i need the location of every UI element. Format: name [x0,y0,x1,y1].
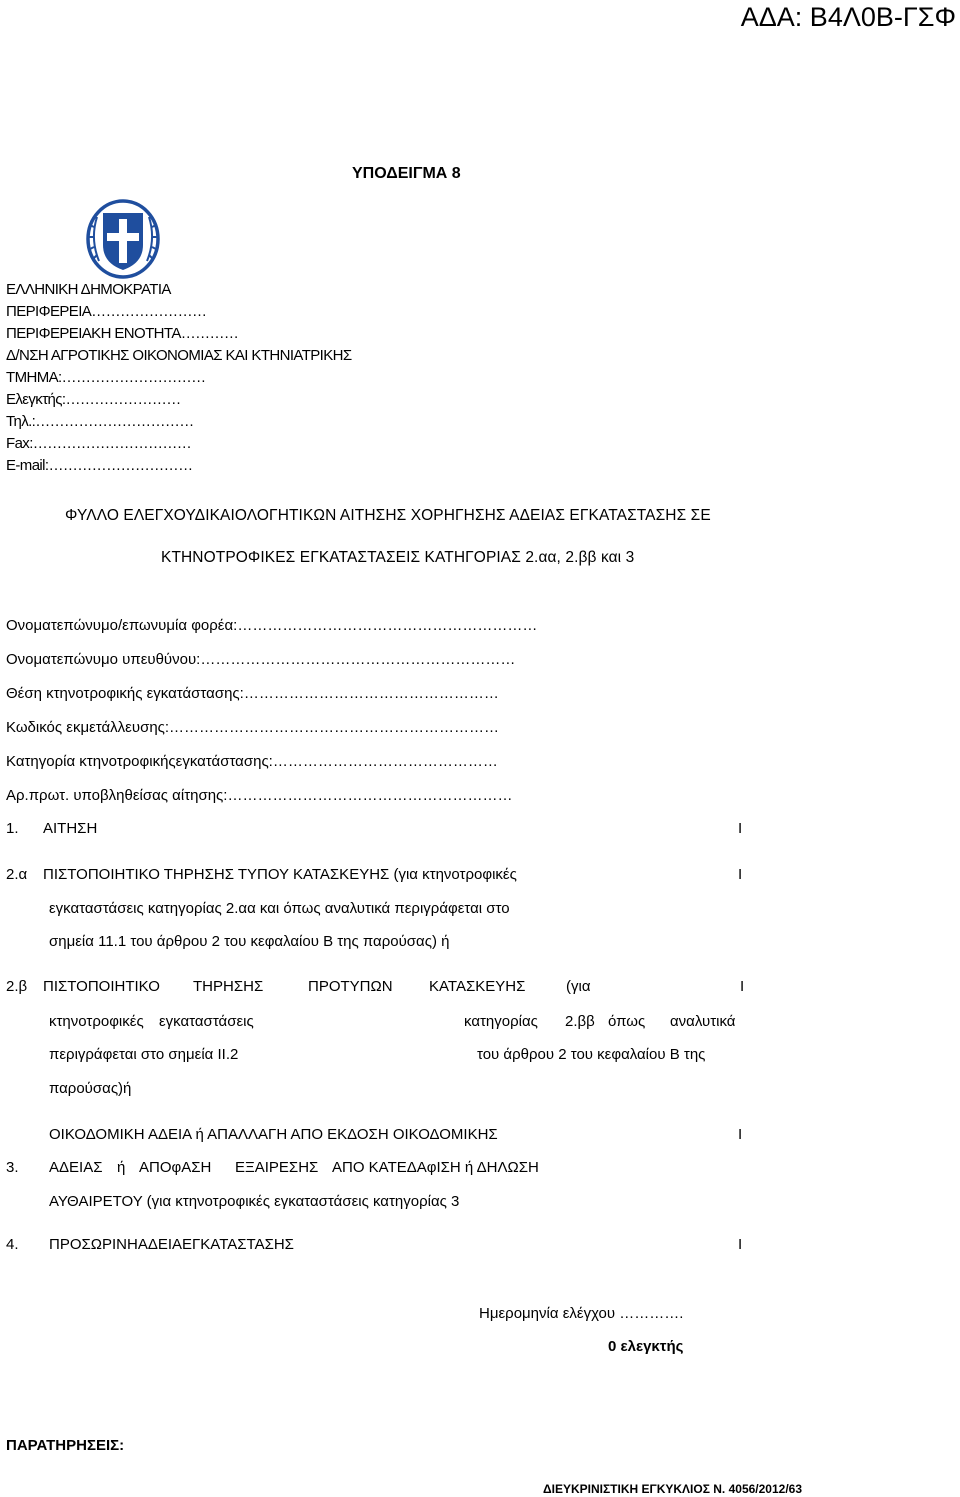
item-1-text: ΑΙΤΗΣΗ [43,820,98,837]
field-application-protocol: Αρ.πρωτ. υποβληθείσας αίτησης:………………………………………………… [6,787,513,804]
item-2b-number: 2.β [6,978,28,995]
item-1-mark: Ι [738,820,743,837]
item-3-line-2: ΑΥΘΑΙΡΕΤΟΥ (για κτηνοτροφικές εγκαταστάσεις κατηγορίας 3 [49,1193,460,1210]
item-2a-line-1: ΠΙΣΤΟΠΟΙΗΤΙΚΟ ΤΗΡΗΣΗΣ ΤΥΠΟΥ ΚΑΤΑΣΚΕΥΗΣ (για κτηνοτροφικές [43,866,517,883]
item-3-number: 3. [6,1159,19,1176]
item-2a-mark: Ι [738,866,743,883]
item-2a-line-2: εγκαταστάσεις κατηγορίας 2.αα και όπως αναλυτικά περιγράφεται στο [49,900,510,917]
item-3-word: ΑΠΟ ΚΑΤΕΔΑφΙΣΗ ή ΔΗΛΩΣΗ [332,1159,539,1176]
notes-label: ΠΑΡΑΤΗΡΗΣΕΙΣ: [6,1437,125,1454]
field-operator-name: Ονοματεπώνυμο/επωνυμία φορέα:…………………………………………………… [6,617,538,634]
item-2b-line-3-left: περιγράφεται στο σημεία ΙΙ.2 [49,1046,239,1063]
item-2b-word: ΠΙΣΤΟΠΟΙΗΤΙΚΟ [43,978,160,995]
inspector-label: 0 ελεγκτής [608,1338,684,1355]
header-line-directorate: Δ/ΝΣΗ ΑΓΡΟΤΙΚΗΣ ΟΙΚΟΝΟΜΙΑΣ ΚΑΙ ΚΤΗΝΙΑΤΡΙΚΗΣ [6,347,352,364]
item-2b-word: (για [566,978,591,995]
ada-code: ΑΔΑ: Β4Λ0Β-ΓΣΦ [740,2,956,32]
header-line-republic: ΕΛΛΗΝΙΚΗ ΔΗΜΟΚΡΑΤΙΑ [6,281,171,298]
item-4-number: 4. [6,1236,19,1253]
item-3-word: ΑΔΕΙΑΣ [49,1159,103,1176]
header-line-inspector: Ελεγκτής:…………………… [6,391,181,408]
item-3-word: ή [117,1159,126,1176]
item-2b-line-4: παρούσας)ή [49,1080,132,1097]
item-2a-line-3: σημεία 11.1 του άρθρου 2 του κεφαλαίου Β της παρούσας) ή [49,933,450,950]
header-line-phone: Τηλ.:…………………………… [6,413,194,430]
item-2b-word: ΤΗΡΗΣΗΣ [193,978,264,995]
item-2b-word: ΠΡΟΤΥΠΩΝ [308,978,393,995]
item-2b-word: όπως [608,1013,646,1030]
header-line-email: E-mail:………………………… [6,457,193,474]
item-2b-mark: Ι [740,978,745,995]
item-2b-word: ΚΑΤΑΣΚΕΥΗΣ [429,978,526,995]
item-2b-word: κτηνοτροφικές [49,1013,144,1030]
inspection-date: Ημερομηνία ελέγχου …………. [479,1305,684,1322]
item-building-permit-mark: Ι [738,1126,743,1143]
footer-circular: ΔΙΕΥΚΡΙΝΙΣΤΙΚΗ ΕΓΚΥΚΛΙΟΣ Ν. 4056/2012/63 [543,1482,803,1496]
item-2b-word: αναλυτικά [670,1013,736,1030]
item-2b-word: κατηγορίας [464,1013,538,1030]
item-2b-line-3-right: του άρθρου 2 του κεφαλαίου Β της [477,1046,706,1063]
item-3-word: ΕΞΑΙΡΕΣΗΣ [235,1159,319,1176]
doc-title-line-1: ΦΥΛΛΟ ΕΛΕΓΧΟΥΔΙΚΑΙΟΛΟΓΗΤΙΚΩΝ ΑΙΤΗΣΗΣ ΧΟΡΗΓΗΣΗΣ ΑΔΕΙΑΣ ΕΓΚΑΤΑΣΤΑΣΗΣ ΣΕ [65,507,711,524]
hellenic-republic-seal-icon [85,197,161,279]
item-3-word: ΑΠΟφΑΣΗ [139,1159,212,1176]
item-4-text: ΠΡΟΣΩΡΙΝΗΑΔΕΙΑΕΓΚΑΤΑΣΤΑΣΗΣ [49,1236,294,1253]
item-4-mark: Ι [738,1236,743,1253]
template-title: ΥΠΟΔΕΙΓΜΑ 8 [352,165,461,182]
item-2b-word: εγκαταστάσεις [159,1013,254,1030]
field-facility-category: Κατηγορία κτηνοτροφικήςεγκατάστασης:……………………………………… [6,753,498,770]
item-2b-word: 2.ββ [565,1013,595,1030]
doc-title-line-2: ΚΤΗΝΟΤΡΟΦΙΚΕΣ ΕΓΚΑΤΑΣΤΑΣΕΙΣ ΚΑΤΗΓΟΡΙΑΣ 2.αα, 2.ββ και 3 [161,549,635,566]
item-2a-number: 2.α [6,866,28,883]
item-building-permit-text: ΟΙΚΟΔΟΜΙΚΗ ΑΔΕΙΑ ή ΑΠΑΛΛΑΓΗ ΑΠΟ ΕΚΔΟΣΗ ΟΙΚΟΔΟΜΙΚΗΣ [49,1126,498,1143]
header-line-fax: Fax:…………………………… [6,435,192,452]
field-facility-location: Θέση κτηνοτροφικής εγκατάστασης:…………………………………………… [6,685,499,702]
field-responsible-name: Ονοματεπώνυμο υπευθύνου:……………………………………………………… [6,651,516,668]
field-holding-code: Κωδικός εκμετάλλευσης:………………………………………………………… [6,719,500,736]
item-1-number: 1. [6,820,19,837]
header-line-regional-unit: ΠΕΡΙΦΕΡΕΙΑΚΗ ΕΝΟΤΗΤΑ………… [6,325,239,342]
header-line-region: ΠΕΡΙΦΕΡΕΙΑ…………………… [6,303,207,320]
header-line-department: ΤΜΗΜΑ:………………………… [6,369,206,386]
